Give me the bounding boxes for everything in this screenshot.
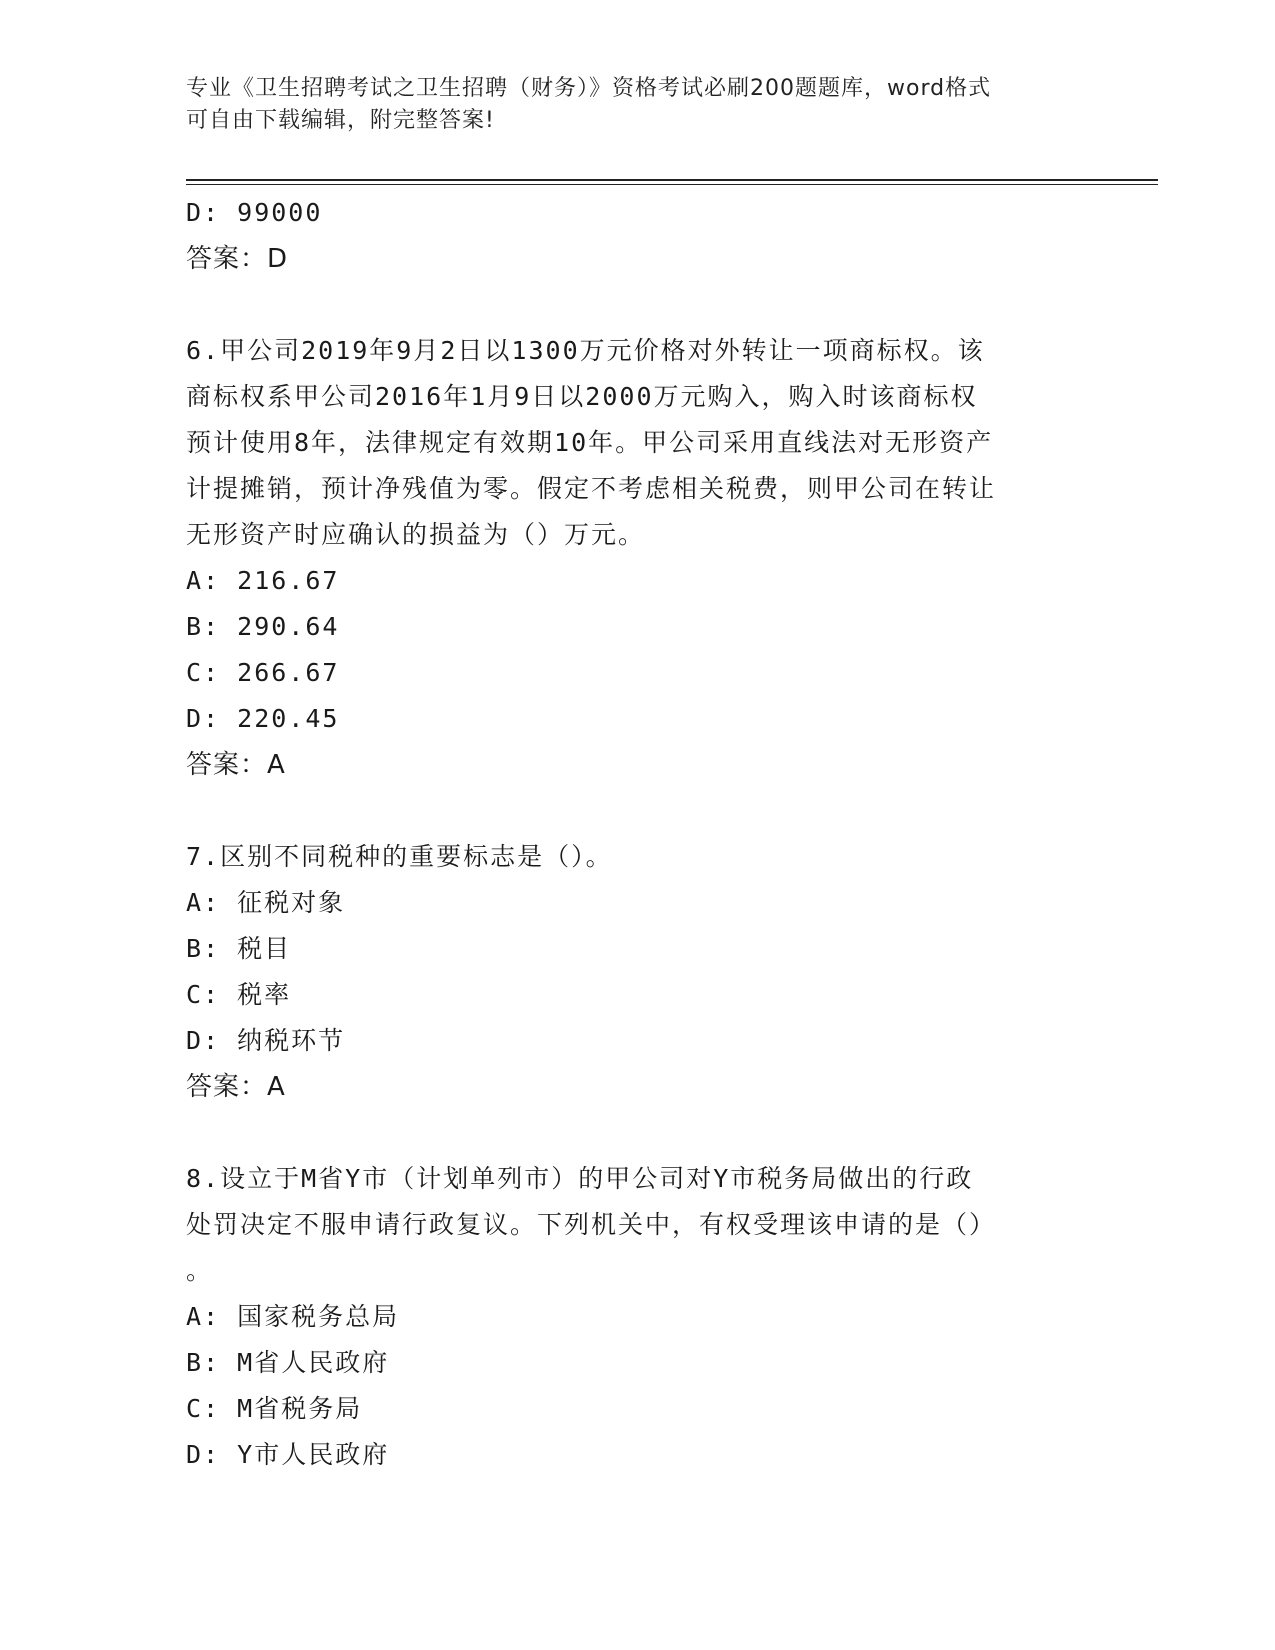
spacer [186, 788, 1086, 834]
option-c: C: 税率 [186, 980, 292, 1009]
option-a: A: 征税对象 [186, 888, 346, 917]
question-8 [186, 1156, 1086, 1478]
option-b: B: M省人民政府 [186, 1348, 390, 1377]
question-6 [186, 328, 1086, 788]
question-7 [186, 834, 1086, 1110]
page-header [186, 73, 1086, 137]
question-stem-line: 8.设立于M省Y市（计划单列市）的甲公司对Y市税务局做出的行政 [186, 1164, 974, 1193]
option-b: B: 290.64 [186, 612, 340, 641]
option-a: A: 216.67 [186, 566, 340, 595]
question-stem-line: 计提摊销，预计净残值为零。假定不考虑相关税费，则甲公司在转让 [186, 474, 997, 503]
question-stem-line: 预计使用8年，法律规定有效期10年。甲公司采用直线法对无形资产 [186, 428, 994, 457]
answer: 答案：A [186, 750, 286, 780]
question-stem-line: 6.甲公司2019年9月2日以1300万元价格对外转让一项商标权。该 [186, 336, 985, 365]
option-a: A: 国家税务总局 [186, 1302, 400, 1331]
option-b: B: 税目 [186, 934, 292, 963]
option-d: D: 99000 [186, 198, 323, 227]
answer: 答案：A [186, 1072, 286, 1102]
question-stem-line: 。 [186, 1256, 214, 1285]
question-stem-line: 无形资产时应确认的损益为（）万元。 [186, 520, 646, 549]
spacer [186, 1110, 1086, 1156]
answer: 答案：D [186, 244, 289, 274]
header-line-1: 专业《卫生招聘考试之卫生招聘（财务）》资格考试必刷200题题库，word格式 [186, 76, 992, 101]
option-d: D: 纳税环节 [186, 1026, 346, 1055]
question-content [186, 190, 1086, 1478]
header-divider [186, 179, 1158, 185]
spacer [186, 282, 1086, 328]
option-c: C: 266.67 [186, 658, 340, 687]
option-d: D: Y市人民政府 [186, 1440, 390, 1469]
question-stem-line: 商标权系甲公司2016年1月9日以2000万元购入，购入时该商标权 [186, 382, 978, 411]
question-stem-line: 7.区别不同税种的重要标志是（）。 [186, 842, 613, 871]
header-line-2: 可自由下载编辑，附完整答案! [186, 108, 495, 133]
question-stem-line: 处罚决定不服申请行政复议。下列机关中，有权受理该申请的是（） [186, 1210, 997, 1239]
option-c: C: M省税务局 [186, 1394, 363, 1423]
question-5-tail [186, 190, 1086, 282]
option-d: D: 220.45 [186, 704, 340, 733]
